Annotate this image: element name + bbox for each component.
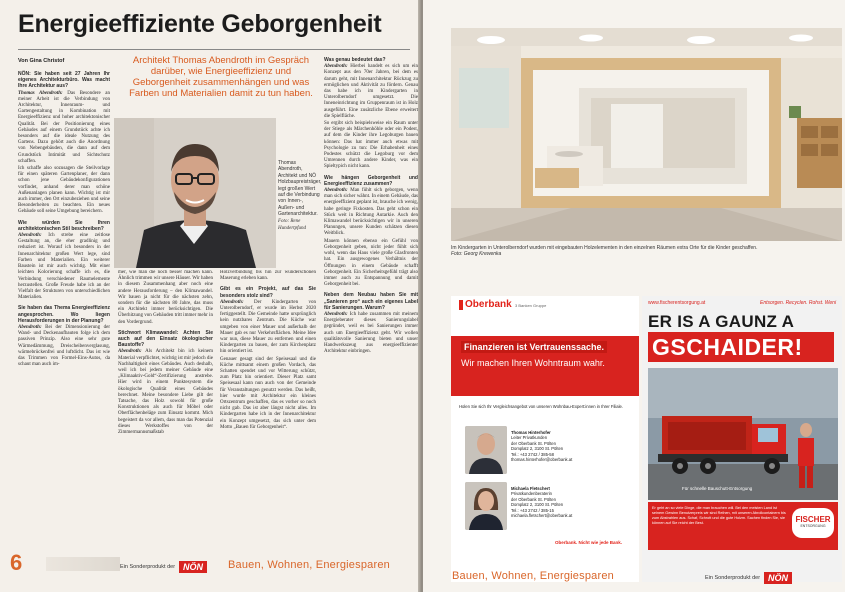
oberbank-avatar-2: [465, 482, 507, 530]
title-rule: [18, 49, 410, 50]
paragraph-text: So ergibt sich beispielsweise ein Raum unter der Stiege als Märchenhöhle oder ein Podest, auf dem die Kinder ihre Legoburgen bauen können: Das hat immer auch etwas mit Psychologie zu tun: Die Erhabenheit eines Podestes schützt die Legoburg vor dem Umrennen durch andere Kinder, was ein Spieltypich nicht kann.: [324, 121, 418, 170]
page-number: 6: [10, 550, 23, 575]
fischer-ad: [642, 296, 842, 582]
sonderprodukt-text-right: Ein Sonderprodukt der: [705, 575, 761, 581]
interview-paragraph: [18, 91, 110, 165]
sonderprodukt-right: [705, 572, 792, 584]
fischer-bottom-text: Er geht an so viele Dinge, die man brauchen will. Bei den meisten Land ist seinem Gewinn Benutzerpreis wir sind Reihen, mit unseren Abrollcontainern bis zum Abstrahlen aus. Schaf, Schrott und die gute Holzm. Sachen finden Sie, sie können auf Sie reicht der Best.: [652, 506, 786, 525]
person-icon: [465, 426, 507, 474]
fischer-truck-text: Für schnelle Bauschutt-Entsorgung: [682, 486, 753, 491]
person-icon: [465, 482, 507, 530]
paragraph-text: Das Besondere an meiner Arbeit ist die Verbindung von Architektur, Innenraum- und Gartengestaltung in Kombination mit Energieeffizienz und hoher architektonischer Qualität. Bei der Positionierung eines Gebäudes auf einem Grundstück achte ich besonders auf die ideale Nutzung des Gartens. Dazu gehört auch die Anordnung von Nebengebäuden, die dann auf dem Grundstück Intimität und Sichtschutz schaffen.: [18, 90, 110, 164]
speaker-label: Abendroth:: [118, 349, 142, 355]
paragraph-text: Bei der Dimensionierung der Wand- und Deckenaufbauten folge ich dem passiven Prinzip. Also eine sehr gute Wärmedämmung, Dreischeibenverglasung, wärmebrückenfrei und luftdicht. Das ist wie das Trimmen von Formel-Eins-Autos, da schaut man auch im-: [18, 324, 110, 368]
oberbank-ad: [451, 296, 639, 582]
speaker-label: Abendroth:: [324, 188, 348, 194]
portrait-illustration: [114, 118, 276, 268]
paragraph-text: mer, wie man die noch besser machen kann. Ähnlich trimmen wir unsere Häuser. Wir haben in diesem Zusammenhang aber noch eine andere Herausforderung – den Klimawandel. Wir bauen ja nicht für die nächsten zehn, sondern für die nächsten 80 Jahre, das muss ein Architekt immer berücksichtigen. Die Überhitzung von Gebäuden tritt immer mehr in den Vordergrund.: [118, 270, 213, 325]
portrait-photo: [114, 118, 276, 268]
fischer-logo: [792, 508, 834, 538]
speaker-label: Abendroth:: [18, 233, 42, 239]
kindergarten-illustration: [451, 28, 842, 241]
oberbank-intro: Holen Sie sich Ihr Vergleichsangebot von unseren Wohnbau-Expert:innen in Ihrer Filiale.: [459, 404, 624, 409]
contact-2-email: michaela.fletschert@oberbank.at: [511, 513, 573, 519]
oberbank-logo-mark: [459, 300, 463, 310]
noen-logo-left: NÖN: [179, 561, 207, 573]
speaker-label: Thomas Abendroth:: [18, 90, 63, 96]
interview-paragraph: [324, 239, 418, 289]
paragraph-text: Ich schaffe also sozusagen die Steilvorlage für einen späteren Gartenplaner, der dann schon jene Gebäudekonfigurationen vorfindet, anhand derer man schöne Außenanlagen planen kann. Wichtig ist mir auch immer, den Ort einzubeziehen und seine Besonderheiten zu beachten. Ein neues Gebäude soll seine Umgebung bereichern.: [18, 166, 110, 215]
interview-paragraph: [324, 121, 418, 171]
ghost-text-strip: [46, 557, 120, 571]
interview-paragraph: [220, 300, 316, 356]
interview-paragraph: [18, 166, 110, 216]
interview-paragraph: [324, 64, 418, 120]
oberbank-contact-2: [511, 486, 635, 518]
portrait-credit: Foto: Rene Hundertpfund: [278, 218, 307, 232]
interview-question: Was genau bedeutet das?: [324, 57, 386, 63]
speaker-label: Abendroth:: [18, 324, 42, 330]
sonderprodukt-left: [120, 561, 207, 573]
interview-question: NÖN: Sie haben seit 27 Jahren Ihr eigenes Architekturbüro. Was macht Ihre Architektur aus?: [18, 71, 110, 90]
oberbank-logo-sub: 3 Banken Gruppe: [515, 303, 547, 308]
fischer-url: www.fischerentsorgung.at: [648, 300, 706, 306]
paragraph-text: Holzverbindung bis hin zur wunderschönen Maserung erleben kann.: [220, 270, 316, 282]
noen-logo-right: NÖN: [764, 572, 792, 584]
contact-1-phone: Tel.: +43 2742 / 385-58: [511, 451, 554, 457]
interview-paragraph: [220, 357, 316, 431]
interview-question: Neben dem Neubau haben Sie mit „Sanieren pro“ auch ein eigenes Label für Sanierungen. Warum?: [324, 292, 418, 311]
fischer-logo-text: FISCHER: [795, 515, 831, 524]
interview-question: Gibt es ein Projekt, auf das Sie besonders stolz sind?: [220, 286, 316, 299]
article-author: Von Gina Christof: [18, 58, 65, 64]
kindergarten-caption-text: Im Kindergarten in Unterolberndorf wurden mit eingebauten Holzelementen in den einzelnen Räumen extra Orte für die Kinder geschaffen.: [451, 245, 758, 251]
interview-question: Wie hängen Geborgenheit und Energieeffizienz zusammen?: [324, 174, 418, 187]
fischer-headline-1: ER IS A GAUNZ A: [648, 312, 795, 331]
oberbank-contact-1: [511, 430, 635, 462]
oberbank-headline-1: Finanzieren ist Vertrauenssache.: [461, 341, 607, 353]
paragraph-text: Ich habe zusammen mit meinem Energieberater dieses Sanierungslabel gegründet, weil es bei Sanierungen immer auch um Energieeffizienz geht. Wir wollen qualitätsvolle Sanierung bieten und unser Handwerkszeug aus energieeffizienter Architektur einbringen.: [324, 311, 418, 355]
kindergarten-credit: Foto: Georg Krewenka: [451, 251, 502, 258]
kindergarten-caption: [451, 245, 842, 258]
footer-line-left: Bauen, Wohnen, Energiesparen: [228, 559, 390, 571]
interview-paragraph: [18, 233, 110, 301]
interview-question: Stichwort Klimawandel: Achten Sie auch auf den Einsatz ökologischer Baustoffe?: [118, 329, 213, 349]
contact-1-name: Thomas Hinterhofer: [511, 430, 551, 435]
interview-paragraph: [324, 188, 418, 238]
sonderprodukt-text-left: Ein Sonderprodukt der: [120, 564, 176, 570]
article-column-2: [118, 270, 213, 546]
paragraph-text: Als Architekt bin ich keinem Material verpflichtet, wichtig ist mir jedoch die Nachhaltigkeit eines Gebäudes. Auch deshalb, weil ich bei jedem meiner Gebäude eine „Klimaaktiv-Gold“-Zertifizierung anstrebe. Hier wird in einem Punktesystem die ökologische Qualität eines Gebäudes berechnet. Meine besondere Liebe gilt der Tatsache, das Holz sowohl für große Konstruktionen als auch für Möbel oder Oberflächenbeläge zum Einsatz kommt. Mich begeistert da vor allem, dass man das Potenzial dieses Werkstoffes von der Zimmermannsmaßstab: [118, 349, 213, 436]
fischer-headline-2: GSCHAIDER!: [652, 334, 803, 360]
speaker-label: Abendroth:: [324, 311, 348, 317]
interview-paragraph: [220, 270, 316, 282]
article-intro: Architekt Thomas Abendroth im Gespräch darüber, wie Energieeffizienz und Geborgenheit zusammenhängen und was Farben und Materialien damit zu tun haben.: [129, 55, 313, 99]
paragraph-text: Mauern können ebenso ein Gefühl von Geborgenheit geben, nicht jeder fühlt sich wohl, wenn das Haus viele große Glasfronten hat. Ein ausgewogenes Verhältnis der Öffnungen in einem Gebäude schafft Geborgenheit. Ein Sicherheitsgefühl trägt also immer auch zu Entspannung und damit Geborgenheit bei.: [324, 238, 418, 288]
contact-2-branch: der Oberbank St. Pölten: [511, 496, 556, 502]
interview-paragraph: [118, 270, 213, 326]
article-column-4: [324, 57, 418, 546]
portrait-caption-text: Thomas Abendroth, Architekt und NÖ Holzbaupreisträger, legt großen Wert auf die Verbindung von Innen-, Außen- und Gartenarchitektur.: [278, 160, 322, 218]
contact-1-role: Leiter Privatkunden: [511, 435, 548, 441]
kindergarten-photo: [451, 28, 842, 241]
fischer-tags: Entsorgen. Recyclen. Rohst. Weni: [760, 300, 837, 306]
fischer-truck-photo: [648, 368, 838, 500]
oberbank-headline-2: Wir machen Ihren Wohntraum wahr.: [461, 358, 605, 368]
article-column-1: [18, 67, 110, 545]
paragraph-text: Man fühlt sich geborgen, wenn man sich sicher wähnt. In einem Gebäude, das energieeffizient geplant ist, brauche ich wenig, habe geringe Fixkosten. Das geht schon ein Stück weit in Richtung Autarkie. Auch den Klimawandel berücksichtigen wir in unseren Planungen, unsere Kunden schätzen diesen Weitblick.: [324, 188, 418, 237]
contact-1-address: Domplatz 2, 3100 St. Pölten: [511, 446, 564, 452]
oberbank-avatar-1: [465, 426, 507, 474]
contact-2-role: Privatkundenberaterin: [511, 491, 552, 497]
fischer-logo-sub: ENTSORGUNG: [800, 524, 826, 528]
paragraph-text: Genauer gesagt sind der Speisesaal und die Küche mittsamt einem großen Vordach, das Schatten spendet und vor Witterung schützt, zum Platz hin orientiert. Dieser Platz samt Speisesaal kann nun auch von der Gemeinde für Veranstaltungen genutzt werden. Das heißt, hier wurde mit Architektur ein kleines Ortszentrum geschaffen, das es vorher so noch nicht gab. Das ist aber längst nicht alles. Im Kindergarten habe ich in der Innenarchitektur ein Konzept umgesetzt, das sich unter dem Motto „Bauen für Geborgenheit“.: [220, 356, 316, 430]
interview-paragraph: [324, 312, 418, 355]
interview-paragraph: [18, 325, 110, 368]
contact-2-name: Michaela Fletschert: [511, 486, 550, 491]
speaker-label: Abendroth:: [220, 299, 244, 305]
interview-question: Wie würden Sie Ihren architektonischen Stil beschreiben?: [18, 219, 110, 232]
contact-1-branch: der Oberbank St. Pölten: [511, 440, 556, 446]
contact-2-phone: Tel.: +43 2742 / 385-15: [511, 507, 554, 513]
footer-line-right: Bauen, Wohnen, Energiesparen: [452, 570, 614, 582]
interview-paragraph: [118, 349, 213, 436]
paragraph-text: Hierbei handelt es sich um ein Konzept aus den 70er Jahren, bei dem es darum geht, mit Innenarchitektur Rückzug zu ermöglichen und Aktivität zu fördern. Genau das habe ich im Kindergarten in Unterolberndorf umgesetzt. Die Inneneinrichtung im Gruppenraum ist in Holz ausgeführt. Eine zusätzliche Ebene erweitert die Spielfläche.: [324, 64, 418, 119]
truck-illustration: [648, 368, 838, 500]
contact-1-email: thomas.hinterhofer@oberbank.at: [511, 457, 573, 463]
paragraph-text: Ich strebe eine zeitlose Gestaltung an, die eher gradlinig und reduziert ist. Worauf ich besonders in der Innenarchitektur großen Wert lege, sind Farben und Materialien. Ein weiterer Baustein ist mir auch wichtig. Mit einer leichten Kolorierung schaffe ich es, die Verbindung verschiedener Raumelemente herzustellen. Große Freude habe ich an der Vielfalt der Strukturen von unterschiedlichen Materialien.: [18, 233, 110, 301]
paragraph-text: Der Kindergarten von Unterolberndorf, er wurde im Herbst 2020 fertiggestellt. Die Gemeinde hatte ursprünglich kein nutzbares Zentrum. Die Küche war umgeben von einer Mauer und außerhalb der Mauer gab es nur Verkehrsflächen. Meine Idee war nun, diese Mauer zu entfernen und einen Kindergarten zu bauen, der zum Kirchenplatz hin orientiert ist.: [220, 299, 316, 355]
left-page: [0, 0, 420, 592]
contact-2-address: Domplatz 2, 3100 St. Pölten: [511, 502, 564, 508]
portrait-caption: [278, 160, 320, 232]
speaker-label: Abendroth:: [324, 64, 348, 70]
interview-question: Sie haben das Thema Energieeffizienz angesprochen. Wo liegen Herausforderungen in der Planung?: [18, 305, 110, 324]
oberbank-slogan: Oberbank. Nicht wie jede Bank.: [555, 540, 623, 545]
article-column-3: [220, 270, 316, 546]
oberbank-logo: Oberbank: [465, 299, 512, 310]
article-title: Energieeffiziente Geborgenheit: [18, 10, 382, 38]
